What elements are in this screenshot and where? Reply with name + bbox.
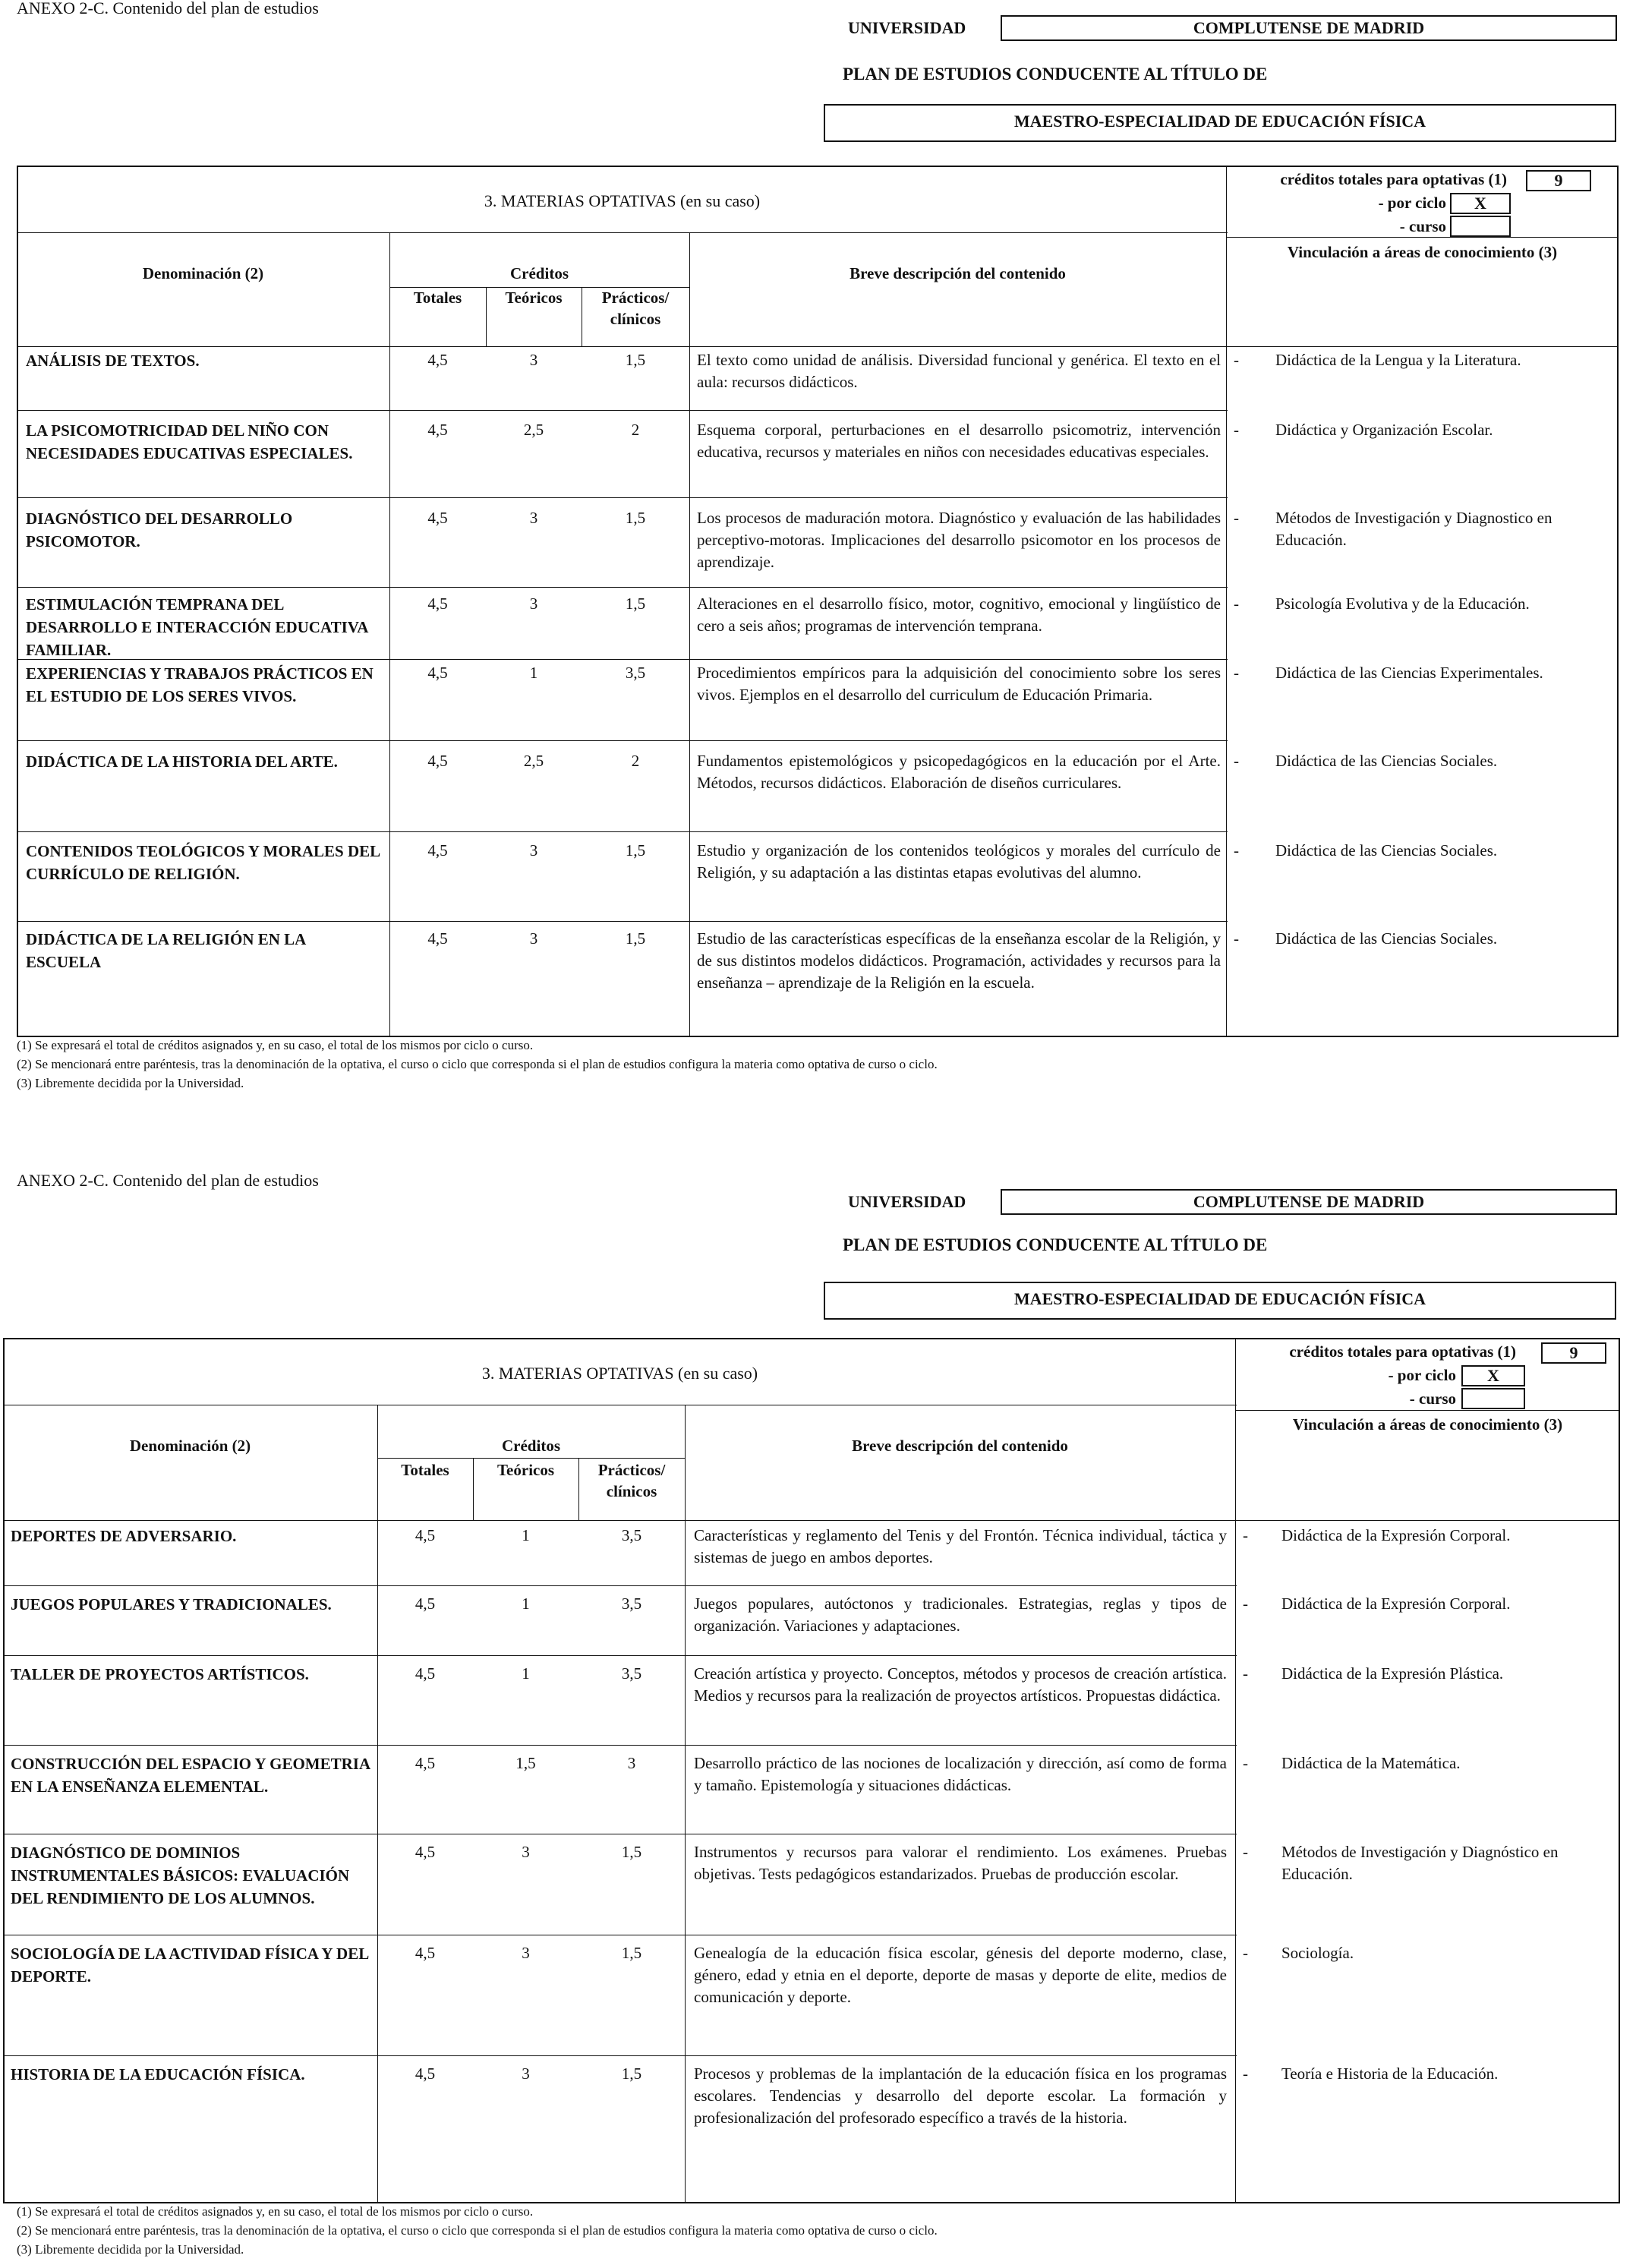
row-descripcion: Procesos y problemas de la implantación de la educación física en los programas escolares. Tendencias y desarrollo del deporte escolar. La formación y profesionalización del profesorado específico a través de la historia. — [694, 2065, 1227, 2127]
row-creditos-practicos: 1,5 — [625, 509, 646, 527]
header-teoricos: Teóricos — [505, 289, 563, 307]
row-area-conocimiento: Sociología. — [1281, 1944, 1354, 1962]
row-descripcion: Juegos populares, autóctonos y tradicionales. Estrategias, reglas y tipos de organización. Variaciones y adaptaciones. — [694, 1595, 1227, 1635]
row-area-conocimiento: Didáctica y Organización Escolar. — [1275, 421, 1493, 439]
row-creditos-totales: 4,5 — [427, 421, 448, 439]
universidad-value: COMPLUTENSE DE MADRID — [1001, 15, 1617, 41]
row-area-conocimiento: Didáctica de la Matemática. — [1281, 1754, 1461, 1772]
header-denominacion: Denominación (2) — [129, 1437, 251, 1455]
row-area-bullet: - — [1234, 929, 1239, 948]
curso-value — [1450, 216, 1511, 237]
row-descripcion: Instrumentos y recursos para valorar el rendimiento. Los exámenes. Pruebas objetivas. Tests pedagógicos estandarizados. Pruebas de producción escolar. — [694, 1843, 1227, 1883]
row-descripcion: Características y reglamento del Tenis y del Frontón. Técnica individual, táctica y sistemas de juego en ambos deportes. — [694, 1526, 1227, 1566]
row-descripcion: Fundamentos epistemológicos y psicopedagógicos en la educación por el Arte. Métodos, recursos didácticos. Elaboración de diseños curriculares. — [697, 752, 1221, 792]
plan-label: PLAN DE ESTUDIOS CONDUCENTE AL TÍTULO DE — [843, 1235, 1268, 1254]
row-creditos-practicos: 1,5 — [621, 1843, 642, 1861]
plan-label: PLAN DE ESTUDIOS CONDUCENTE AL TÍTULO DE — [843, 65, 1268, 84]
row-denominacion: LA PSICOMOTRICIDAD DEL NIÑO CON NECESIDADES EDUCATIVAS ESPECIALES. — [26, 421, 353, 462]
row-creditos-totales: 4,5 — [427, 509, 448, 527]
row-creditos-practicos: 1,5 — [621, 2065, 642, 2083]
row-creditos-teoricos: 1,5 — [515, 1754, 536, 1772]
row-creditos-practicos: 2 — [631, 421, 640, 439]
row-area-bullet: - — [1243, 1664, 1248, 1683]
row-denominacion: DIAGNÓSTICO DEL DESARROLLO PSICOMOTOR. — [26, 509, 293, 550]
section-title: 3. MATERIAS OPTATIVAS (en su caso) — [481, 1364, 758, 1383]
footnote-1: (1) Se expresará el total de créditos asignados y, en su caso, el total de los mismos por ciclo o curso. — [17, 2204, 534, 2219]
header-totales: Totales — [413, 289, 462, 307]
row-area-bullet: - — [1234, 351, 1239, 369]
row-area-conocimiento: Teoría e Historia de la Educación. — [1281, 2065, 1499, 2083]
row-creditos-teoricos: 3 — [522, 2065, 530, 2083]
row-descripcion: Estudio y organización de los contenidos teológicos y morales del currículo de Religión, y su adaptación a las distintas etapas evolutivas del alumno. — [697, 841, 1221, 882]
titulo-value: MAESTRO-ESPECIALIDAD DE EDUCACIÓN FÍSICA — [824, 104, 1616, 142]
row-area-conocimiento: Didáctica de las Ciencias Experimentales. — [1275, 664, 1543, 682]
anexo-heading: ANEXO 2-C. Contenido del plan de estudios — [17, 1171, 319, 1190]
anexo-heading: ANEXO 2-C. Contenido del plan de estudios — [17, 0, 319, 17]
row-denominacion: TALLER DE PROYECTOS ARTÍSTICOS. — [11, 1665, 309, 1683]
header-creditos: Créditos — [502, 1437, 560, 1455]
creditos-totales-label: créditos totales para optativas (1) — [1289, 1342, 1516, 1361]
row-creditos-totales: 4,5 — [427, 595, 448, 613]
row-area-bullet: - — [1243, 1754, 1248, 1772]
row-creditos-totales: 4,5 — [427, 841, 448, 860]
row-creditos-totales: 4,5 — [415, 1944, 436, 1962]
row-denominacion: DIDÁCTICA DE LA HISTORIA DEL ARTE. — [26, 752, 338, 771]
row-denominacion: CONSTRUCCIÓN DEL ESPACIO Y GEOMETRIA EN LA ENSEÑANZA ELEMENTAL. — [11, 1755, 370, 1796]
row-creditos-teoricos: 3 — [522, 1944, 530, 1962]
header-practicos: Prácticos/ clínicos — [597, 1461, 666, 1501]
row-creditos-totales: 4,5 — [415, 1664, 436, 1683]
row-creditos-totales: 4,5 — [427, 929, 448, 948]
row-creditos-totales: 4,5 — [415, 1754, 436, 1772]
por-ciclo-value: X — [1450, 193, 1511, 214]
row-area-conocimiento: Métodos de Investigación y Diagnóstico en Educación. — [1281, 1843, 1559, 1883]
row-area-conocimiento: Didáctica de las Ciencias Sociales. — [1275, 841, 1498, 860]
row-area-conocimiento: Didáctica de la Lengua y la Literatura. — [1275, 351, 1521, 369]
row-denominacion: ANÁLISIS DE TEXTOS. — [26, 352, 200, 370]
footnote-3: (3) Libremente decidida por la Universidad. — [17, 1076, 244, 1090]
row-creditos-teoricos: 3 — [522, 1843, 530, 1861]
por-ciclo-value: X — [1461, 1365, 1525, 1386]
row-denominacion: DIDÁCTICA DE LA RELIGIÓN EN LA ESCUELA — [26, 930, 306, 971]
row-denominacion: SOCIOLOGÍA DE LA ACTIVIDAD FÍSICA Y DEL DEPORTE. — [11, 1945, 369, 1986]
row-creditos-teoricos: 1 — [522, 1664, 530, 1683]
row-area-bullet: - — [1243, 1944, 1248, 1962]
row-area-conocimiento: Didáctica de las Ciencias Sociales. — [1275, 752, 1498, 770]
row-creditos-practicos: 3,5 — [621, 1526, 642, 1544]
header-totales: Totales — [401, 1461, 449, 1479]
row-creditos-practicos: 3,5 — [621, 1664, 642, 1683]
row-denominacion: JUEGOS POPULARES Y TRADICIONALES. — [11, 1595, 332, 1613]
universidad-label: UNIVERSIDAD — [848, 18, 966, 37]
row-area-conocimiento: Psicología Evolutiva y de la Educación. — [1275, 595, 1530, 613]
row-area-conocimiento: Didáctica de la Expresión Plástica. — [1281, 1664, 1504, 1683]
row-descripcion: Procedimientos empíricos para la adquisición del conocimiento sobre los seres vivos. Ejemplos en el desarrollo del curriculum de Educación Primaria. — [697, 664, 1221, 704]
row-creditos-practicos: 1,5 — [625, 351, 646, 369]
row-creditos-practicos: 3,5 — [625, 664, 646, 682]
row-creditos-practicos: 1,5 — [625, 929, 646, 948]
row-descripcion: Estudio de las características específicas de la enseñanza escolar de la Religión, y de sus distintos modelos didácticos. Programación, actividades y recursos para la enseñanza – aprendizaje de la Religión en la escuela. — [697, 929, 1221, 992]
header-vinculacion: Vinculación a áreas de conocimiento (3) — [1287, 243, 1558, 261]
header-teoricos: Teóricos — [496, 1461, 555, 1479]
row-area-conocimiento: Didáctica de la Expresión Corporal. — [1281, 1526, 1511, 1544]
universidad-label: UNIVERSIDAD — [848, 1192, 966, 1211]
header-vinculacion: Vinculación a áreas de conocimiento (3) — [1292, 1415, 1563, 1434]
row-creditos-teoricos: 1 — [522, 1595, 530, 1613]
row-creditos-teoricos: 3 — [529, 509, 538, 527]
row-area-bullet: - — [1234, 664, 1239, 682]
row-area-bullet: - — [1243, 2065, 1248, 2083]
footnote-1: (1) Se expresará el total de créditos asignados y, en su caso, el total de los mismos por ciclo o curso. — [17, 1038, 534, 1052]
row-area-bullet: - — [1234, 595, 1239, 613]
row-descripcion: Genealogía de la educación física escolar, génesis del deporte moderno, clase, género, edad y etnia en el deporte, deporte de masas y deporte de elite, medios de comunicación y deporte. — [694, 1944, 1227, 2006]
creditos-totales-value: 9 — [1526, 170, 1591, 191]
row-creditos-totales: 4,5 — [415, 2065, 436, 2083]
row-area-bullet: - — [1234, 752, 1239, 770]
row-creditos-practicos: 2 — [631, 752, 640, 770]
row-creditos-teoricos: 1 — [522, 1526, 530, 1544]
row-descripcion: Desarrollo práctico de las nociones de localización y dirección, así como de forma y tamaño. Epistemología y situaciones didácticas. — [694, 1754, 1227, 1794]
row-descripcion: Los procesos de maduración motora. Diagnóstico y evaluación de las habilidades perceptivo-motoras. Implicaciones del desarrollo psicomotor en los procesos de aprendizaje. — [697, 509, 1221, 571]
row-creditos-teoricos: 1 — [529, 664, 538, 682]
row-area-bullet: - — [1243, 1526, 1248, 1544]
row-creditos-teoricos: 3 — [529, 351, 538, 369]
document-page-1 — [0, 0, 1636, 1109]
por-ciclo-label: - por ciclo — [1388, 1366, 1456, 1384]
row-creditos-totales: 4,5 — [427, 752, 448, 770]
row-descripcion: Creación artística y proyecto. Conceptos, métodos y procesos de creación artística. Medios y recursos para la realización de proyectos artísticos. Propuestas didáctica. — [694, 1664, 1227, 1705]
row-area-bullet: - — [1234, 841, 1239, 860]
row-creditos-totales: 4,5 — [415, 1526, 436, 1544]
curso-label: - curso — [1409, 1390, 1456, 1408]
curso-value — [1461, 1388, 1525, 1409]
row-area-bullet: - — [1243, 1843, 1248, 1861]
header-descripcion: Breve descripción del contenido — [852, 1437, 1068, 1455]
row-denominacion: CONTENIDOS TEOLÓGICOS Y MORALES DEL CURRÍCULO DE RELIGIÓN. — [26, 842, 380, 883]
row-creditos-teoricos: 3 — [529, 595, 538, 613]
row-creditos-teoricos: 2,5 — [523, 421, 544, 439]
row-denominacion: EXPERIENCIAS Y TRABAJOS PRÁCTICOS EN EL ESTUDIO DE LOS SERES VIVOS. — [26, 664, 374, 705]
row-area-conocimiento: Didáctica de la Expresión Corporal. — [1281, 1595, 1511, 1613]
row-creditos-totales: 4,5 — [427, 351, 448, 369]
row-denominacion: DEPORTES DE ADVERSARIO. — [11, 1527, 237, 1545]
row-creditos-totales: 4,5 — [427, 664, 448, 682]
footnote-2: (2) Se mencionará entre paréntesis, tras la denominación de la optativa, el curso o ciclo que corresponda si el plan de estudios configura la materia como optativa de curso o ciclo. — [17, 1057, 938, 1071]
row-area-bullet: - — [1234, 509, 1239, 527]
row-creditos-teoricos: 2,5 — [523, 752, 544, 770]
row-creditos-practicos: 3,5 — [621, 1595, 642, 1613]
footnote-2: (2) Se mencionará entre paréntesis, tras la denominación de la optativa, el curso o ciclo que corresponda si el plan de estudios configura la materia como optativa de curso o ciclo. — [17, 2223, 938, 2238]
row-area-conocimiento: Didáctica de las Ciencias Sociales. — [1275, 929, 1498, 948]
header-creditos: Créditos — [510, 264, 569, 282]
row-descripcion: Esquema corporal, perturbaciones en el desarrollo psicomotriz, intervención educativa, recursos y materiales en niños con necesidades educativas especiales. — [697, 421, 1221, 461]
document-page-2 — [0, 1169, 1636, 2268]
creditos-totales-value: 9 — [1541, 1342, 1606, 1364]
row-descripcion: Alteraciones en el desarrollo físico, motor, cognitivo, emocional y lingüístico de cero a seis años; programas de intervención temprana. — [697, 595, 1221, 635]
header-denominacion: Denominación (2) — [142, 264, 264, 282]
titulo-value: MAESTRO-ESPECIALIDAD DE EDUCACIÓN FÍSICA — [824, 1282, 1616, 1320]
row-creditos-practicos: 1,5 — [625, 595, 646, 613]
row-area-bullet: - — [1243, 1595, 1248, 1613]
row-creditos-teoricos: 3 — [529, 929, 538, 948]
row-creditos-practicos: 1,5 — [621, 1944, 642, 1962]
creditos-totales-label: créditos totales para optativas (1) — [1280, 170, 1507, 188]
curso-label: - curso — [1399, 217, 1446, 235]
row-denominacion: DIAGNÓSTICO DE DOMINIOS INSTRUMENTALES BÁSICOS: EVALUACIÓN DEL RENDIMIENTO DE LOS ALUMNOS. — [11, 1844, 350, 1907]
row-creditos-practicos: 1,5 — [625, 841, 646, 860]
row-descripcion: El texto como unidad de análisis. Diversidad funcional y genérica. El texto en el aula: recursos didácticos. — [697, 351, 1221, 391]
por-ciclo-label: - por ciclo — [1378, 194, 1446, 212]
row-area-conocimiento: Métodos de Investigación y Diagnostico en Educación. — [1275, 509, 1552, 549]
row-creditos-teoricos: 3 — [529, 841, 538, 860]
row-creditos-practicos: 3 — [627, 1754, 636, 1772]
row-denominacion: ESTIMULACIÓN TEMPRANA DEL DESARROLLO E INTERACCIÓN EDUCATIVA FAMILIAR. — [26, 595, 368, 659]
header-practicos: Prácticos/ clínicos — [601, 289, 670, 329]
row-denominacion: HISTORIA DE LA EDUCACIÓN FÍSICA. — [11, 2065, 305, 2083]
row-creditos-totales: 4,5 — [415, 1595, 436, 1613]
row-area-bullet: - — [1234, 421, 1239, 439]
section-title: 3. MATERIAS OPTATIVAS (en su caso) — [484, 191, 761, 210]
footnote-3: (3) Libremente decidida por la Universidad. — [17, 2242, 244, 2257]
row-creditos-totales: 4,5 — [415, 1843, 436, 1861]
universidad-value: COMPLUTENSE DE MADRID — [1001, 1189, 1617, 1215]
header-descripcion: Breve descripción del contenido — [850, 264, 1066, 282]
